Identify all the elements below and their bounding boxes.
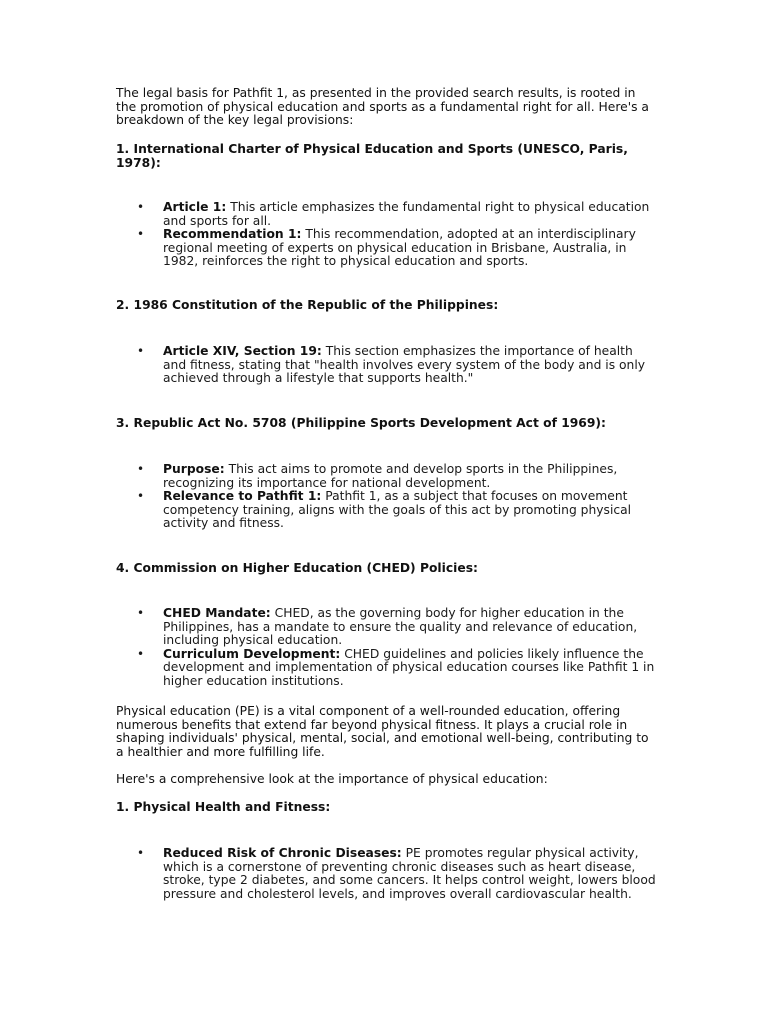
ched-list — [116, 607, 656, 689]
constitution-list — [116, 345, 656, 386]
section-heading-ra5708: 3. Republic Act No. 5708 (Philippine Sports Development Act of 1969): — [116, 416, 606, 430]
list-item: • Reduced Risk of Chronic Diseases: PE promotes regular physical activity, which is a cornerstone of preventing chronic diseases such as heart disease, stroke, type 2 diabetes, and some cancers. It helps control weight, lowers blood pressure and cholesterol levels, and improves overall cardiovascular health. — [137, 846, 656, 901]
bullet-icon: • — [137, 606, 145, 620]
pe-intro-paragraph: Physical education (PE) is a vital component of a well-rounded education, offering numerous benefits that extend far beyond physical fitness. It plays a crucial role in shaping individuals' physical, mental, social, and emotional well-being, contributing to a healthier and more fulfilling life. — [116, 704, 649, 759]
unesco-list — [116, 201, 656, 269]
section-heading-constitution: 2. 1986 Constitution of the Republic of the Philippines: — [116, 298, 499, 312]
physical-health-list — [116, 847, 656, 901]
bullet-icon: • — [137, 646, 145, 661]
bullet-icon: • — [137, 344, 145, 358]
list-item: • Purpose: This act aims to promote and develop sports in the Philippines, recognizing its importance for national development. — [137, 462, 618, 490]
list-item: • Relevance to Pathfit 1: Pathfit 1, as a subject that focuses on movement competency training, aligns with the goals of this act by promoting physical activity and fitness. — [137, 489, 632, 531]
list-item: • CHED Mandate: CHED, as the governing body for higher education in the Philippines, has a mandate to ensure the quality and relevance of education, including physical education. — [137, 606, 638, 648]
list-item: • Curriculum Development: CHED guidelines and policies likely influence the development and implementation of physical education courses like Pathfit 1 in higher education institutions. — [137, 646, 655, 688]
bullet-icon: • — [137, 227, 145, 242]
section-heading-unesco: 1. International Charter of Physical Education and Sports (UNESCO, Paris, 1978): — [116, 142, 628, 170]
section-heading-physical-health: 1. Physical Health and Fitness: — [116, 800, 331, 814]
bullet-icon: • — [137, 462, 145, 476]
ra5708-list — [116, 463, 656, 531]
bullet-icon: • — [137, 200, 145, 214]
pe-lead-paragraph: Here's a comprehensive look at the importance of physical education: — [116, 772, 548, 786]
list-item: • Recommendation 1: This recommendation, adopted at an interdisciplinary regional meeting of experts on physical education in Brisbane, Australia, in 1982, reinforces the right to physical education and sports. — [137, 227, 636, 269]
bullet-icon: • — [137, 846, 145, 860]
list-item: • Article 1: This article emphasizes the fundamental right to physical education and sports for all. — [137, 200, 650, 228]
section-heading-ched: 4. Commission on Higher Education (CHED) Policies: — [116, 561, 478, 575]
list-item: • Article XIV, Section 19: This section emphasizes the importance of health and fitness, stating that "health involves every system of the body and is only achieved through a lifestyle that supports health." — [137, 344, 646, 386]
bullet-icon: • — [137, 489, 145, 504]
intro-paragraph: The legal basis for Pathfit 1, as presented in the provided search results, is rooted in the promotion of physical education and sports as a fundamental right for all. Here's a breakdown of the key legal provisions: — [116, 86, 649, 128]
